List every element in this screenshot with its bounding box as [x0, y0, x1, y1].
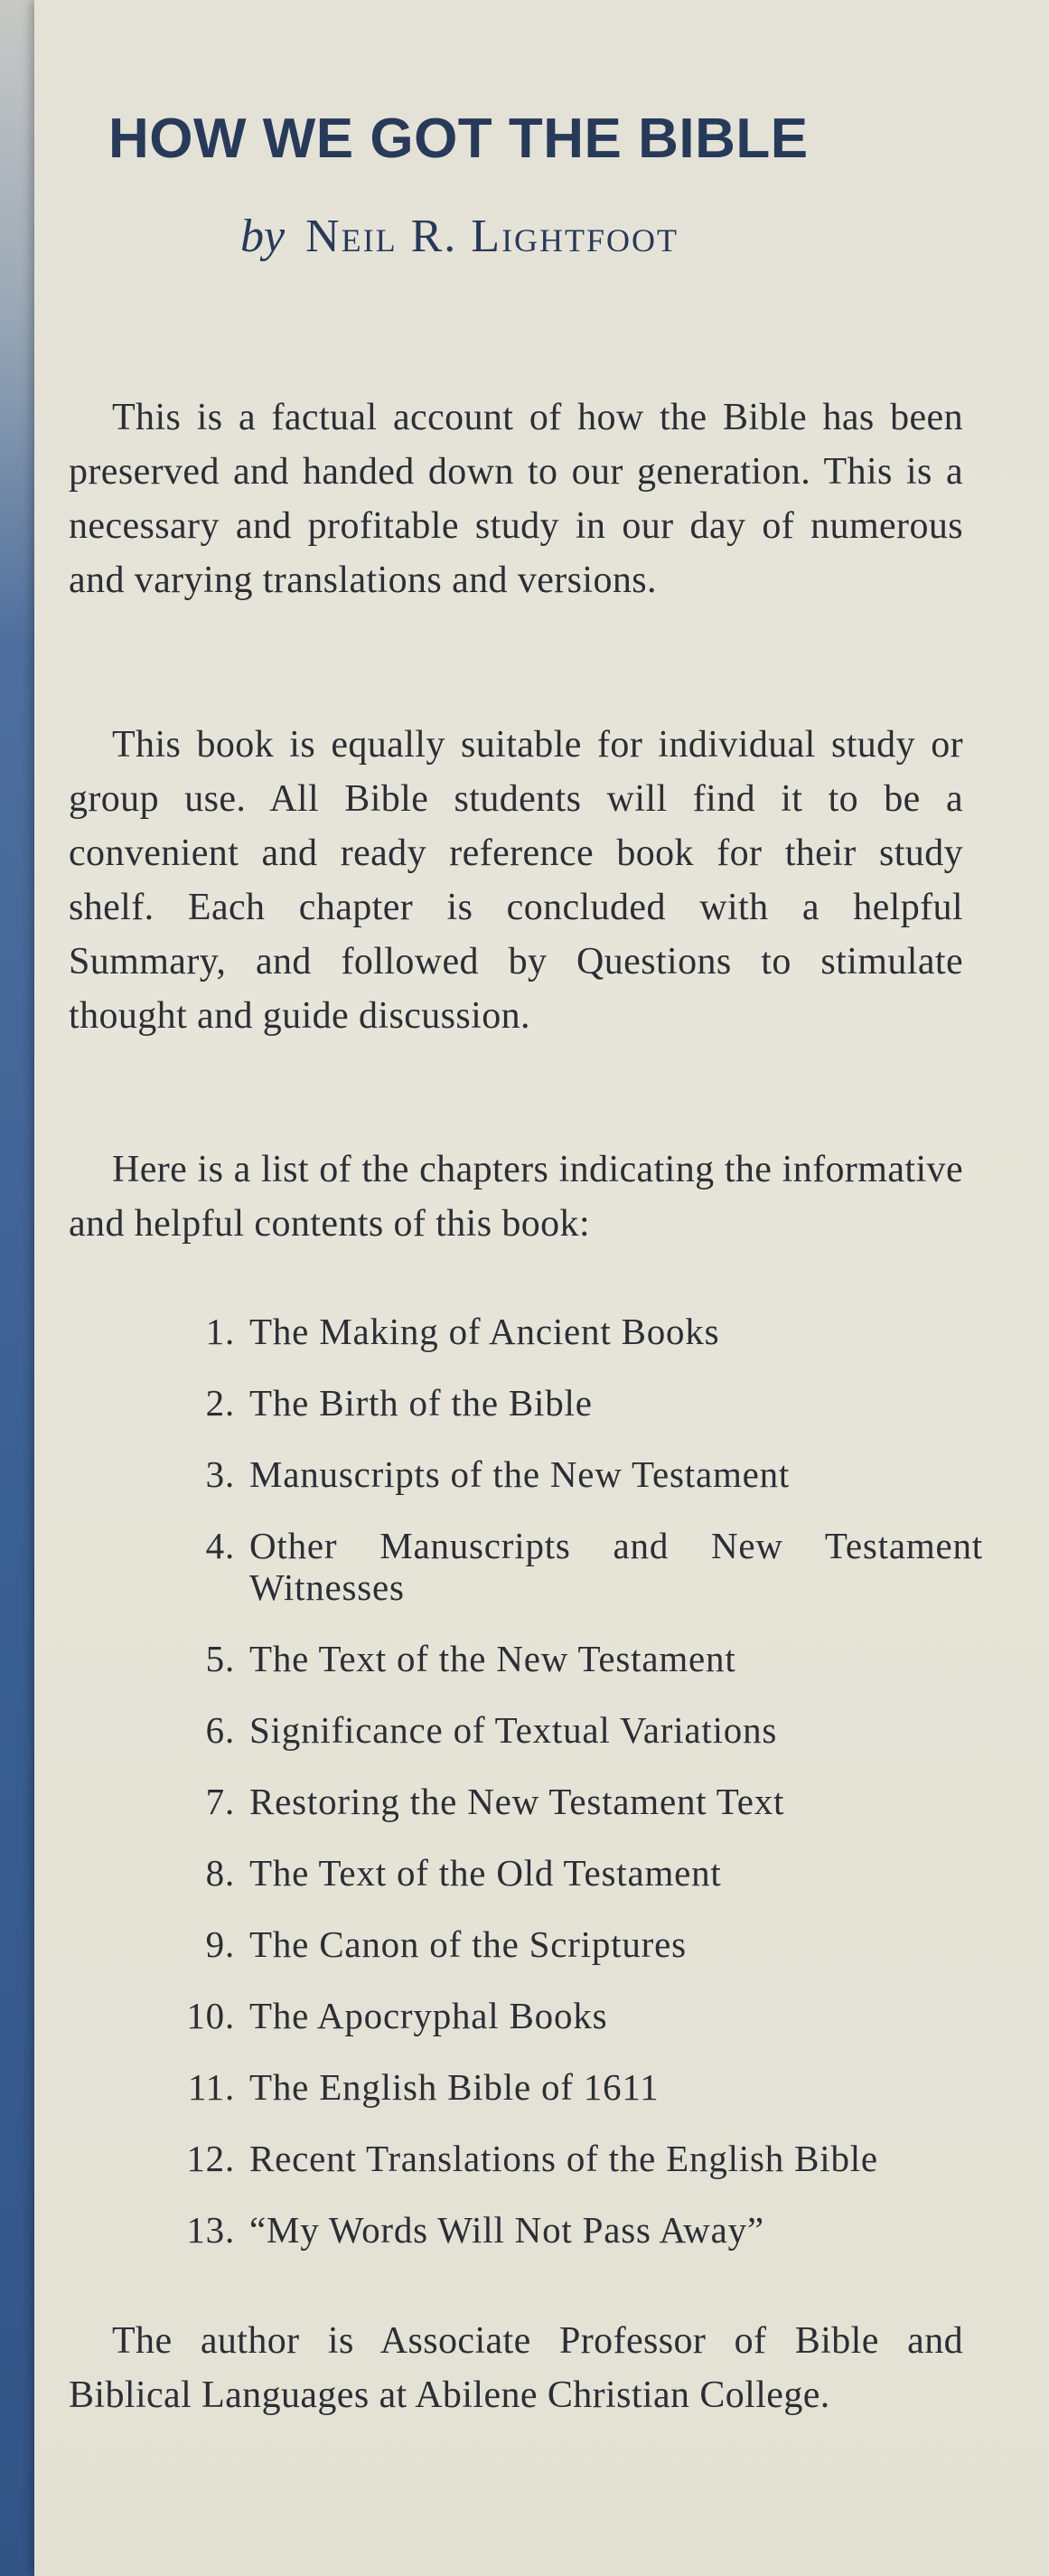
usage-paragraph: This book is equally suitable for individual study or group use. All Bible students will find it to be a convenient and ready reference book for their study shelf. Each chapter is concluded with a helpful Summary, and followed by Questions to stimulate thought and guide discussion. — [69, 724, 963, 1037]
chapter-title: The English Bible of 1611 — [249, 2066, 660, 2108]
chapter-title: Recent Translations of the English Bible — [249, 2138, 878, 2179]
author-name: Neil R. Lightfoot — [305, 211, 679, 262]
list-item — [152, 1525, 983, 1608]
list-item — [152, 1638, 983, 1679]
chapter-number: 3. — [205, 1453, 235, 1495]
chapter-number: 8. — [205, 1852, 235, 1894]
list-item — [152, 1382, 983, 1424]
list-item — [152, 1453, 983, 1495]
cover-spine — [0, 0, 34, 2576]
chapter-number: 4. — [205, 1525, 235, 1566]
chapter-number: 9. — [205, 1923, 235, 1965]
chapter-number: 12. — [186, 2138, 235, 2179]
list-item — [152, 1852, 983, 1894]
chapter-title: The Birth of the Bible — [249, 1382, 593, 1424]
chapter-number: 2. — [205, 1382, 235, 1424]
chapter-title: The Making of Ancient Books — [249, 1311, 720, 1352]
list-item — [152, 1995, 983, 2036]
list-item — [152, 2066, 983, 2108]
chapter-number: 10. — [186, 1995, 235, 2036]
list-item — [152, 1709, 983, 1751]
dust-jacket-flap — [34, 0, 1049, 2576]
chapter-title: Other Manuscripts and New Testament Witnesses — [249, 1525, 983, 1608]
list-item — [152, 1311, 983, 1352]
list-item — [152, 1923, 983, 1965]
intro-paragraph: This is a factual account of how the Bible has been preserved and handed down to our generation. This is a necessary and profitable study in our day of numerous and varying translations and versions. — [69, 397, 963, 601]
about-author-paragraph: The author is Associate Professor of Bible and Biblical Languages at Abilene Christian College. — [69, 2320, 963, 2416]
chapter-title: Restoring the New Testament Text — [249, 1781, 785, 1822]
chapter-number: 1. — [205, 1311, 235, 1352]
byline — [240, 210, 679, 263]
chapter-number: 11. — [187, 2066, 235, 2108]
byline-by: by — [240, 211, 286, 262]
chapter-number: 5. — [205, 1638, 235, 1679]
list-item — [152, 2209, 983, 2251]
chapter-title: Manuscripts of the New Testament — [249, 1453, 791, 1495]
chapter-title: The Canon of the Scriptures — [249, 1923, 687, 1965]
list-item — [152, 1781, 983, 1822]
list-item — [152, 2138, 983, 2179]
chapter-title: The Apocryphal Books — [249, 1995, 608, 2036]
chapter-list — [152, 1311, 983, 2251]
chapters-intro-paragraph: Here is a list of the chapters indicating the informative and helpful contents of this book: — [69, 1149, 963, 1245]
chapter-number: 7. — [205, 1781, 235, 1822]
chapter-title: The Text of the New Testament — [249, 1638, 736, 1679]
chapter-title: The Text of the Old Testament — [249, 1852, 722, 1894]
chapter-title: “My Words Will Not Pass Away” — [249, 2209, 764, 2251]
chapter-number: 6. — [205, 1709, 235, 1751]
book-title: HOW WE GOT THE BIBLE — [108, 108, 809, 170]
chapter-title: Significance of Textual Variations — [249, 1709, 778, 1751]
chapter-number: 13. — [186, 2209, 235, 2251]
